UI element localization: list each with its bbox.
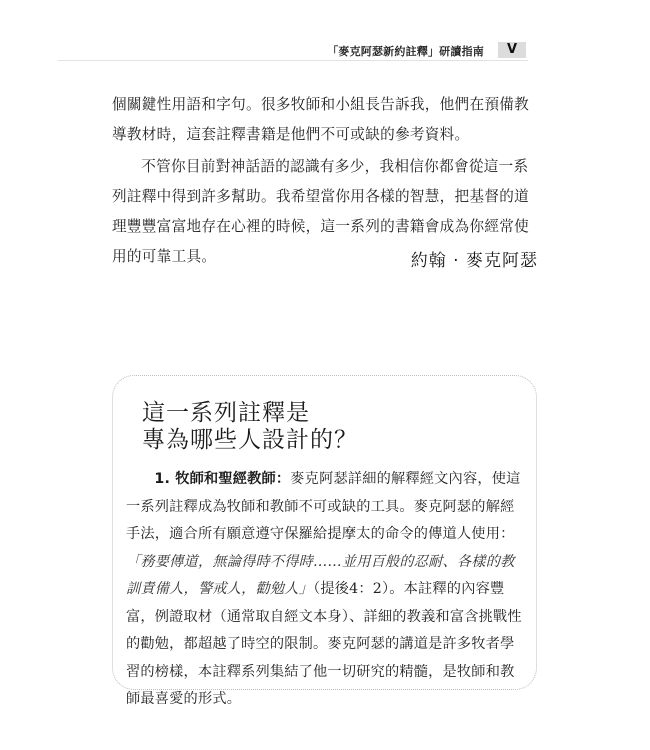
body-paragraph-2: 不管你目前對神話語的認識有多少，我相信你都會從這一系列註釋中得到許多幫助。我希望當你用各樣的智慧，把基督的道理豐豐富富地存在心裡的時候，這一系列的書籍會成為你經常使用的可靠工具。 (112, 158, 530, 265)
callout-item-1 (126, 466, 524, 714)
callout-title (142, 400, 358, 454)
book-title: 「麥克阿瑟新約註釋」研讀指南 (327, 45, 484, 58)
item-text-before-quote: 麥克阿瑟詳細的解釋經文內容，使這一系列註釋成為牧師和教師不可或缺的工具。麥克阿瑟的解經手法，適合所有願意遵守保羅給提摩太的命令的傳道人使用： (126, 471, 521, 542)
page-number: V (498, 42, 526, 58)
callout-title-line-1: 這一系列註釋是 (142, 400, 310, 426)
author-signature: 約翰 · 麥克阿瑟 (410, 251, 538, 271)
running-header (58, 42, 526, 60)
scripture-reference: （提後4：2） (313, 581, 390, 597)
body-paragraph-1: 個關鍵性用語和字句。很多牧師和小組長告訴我，他們在預備教導教材時，這套註釋書籍是他們不可或缺的參考資料。 (112, 96, 530, 143)
callout-title-line-2: 專為哪些人設計的？ (142, 427, 358, 453)
scripture-quote: 「務要傳道，無論得時不得時……並用百般的忍耐、各樣的教訓責備人，警戒人，勸勉人」 (126, 553, 515, 597)
item-lead-label: 1. 牧師和聖經教師： (154, 471, 291, 487)
header-divider (58, 60, 528, 61)
item-text-after-quote: 。本註釋的內容豐富，例證取材（通常取自經文本身）、詳細的教義和富含挑戰性的勸勉，都超越了時空的限制。麥克阿瑟的講道是許多牧者學習的榜樣，本註釋系列集結了他一切研究的精髓，是牧師和教師最喜愛的形式。 (126, 581, 522, 707)
